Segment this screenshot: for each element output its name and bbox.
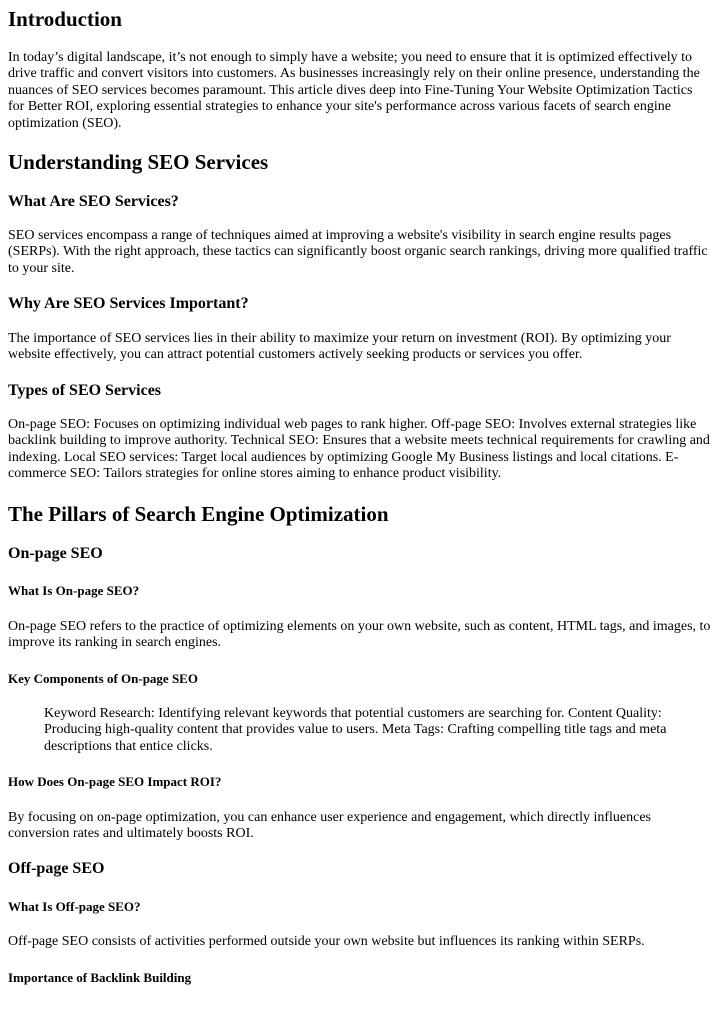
intro-heading: Introduction: [8, 7, 122, 31]
backlink-building-heading: Importance of Backlink Building: [8, 970, 192, 985]
what-is-onpage-heading: What Is On-page SEO?: [8, 583, 140, 598]
intro-paragraph: In today’s digital landscape, it’s not enough to simply have a website; you need to ensure that it is optimized effectively to drive traffic and convert visitors into customers. As businesses increasingly rely on their online presence, understanding the nuances of SEO services becomes paramount. This article dives deep into Fine-Tuning Your Website Optimization Tactics for Better ROI, exploring essential strategies to enhance your site's performance across various facets of search engine optimization (SEO).: [8, 50, 700, 131]
onpage-seo-heading: On-page SEO: [8, 545, 103, 562]
types-of-seo-paragraph: On-page SEO: Focuses on optimizing individual web pages to rank higher. Off-page SEO: Involves external strategies like backlink building to improve authority. Technical SEO: Ensures that a website meets technical requirements for crawling and indexing. Local SEO services: Target local audiences by optimizing Google My Business listings and local citations. E-commerce SEO: Tailors strategies for online stores aiming to enhance product visibility.: [8, 417, 710, 482]
key-components-heading: Key Components of On-page SEO: [8, 671, 198, 686]
types-of-seo-heading: Types of SEO Services: [8, 382, 162, 399]
what-are-seo-services-heading: What Are SEO Services?: [8, 193, 179, 210]
onpage-roi-paragraph: By focusing on on-page optimization, you can enhance user experience and engagement, which directly influences conversion rates and ultimately boosts ROI.: [8, 810, 651, 842]
what-is-offpage-paragraph: Off-page SEO consists of activities performed outside your own website but influences its ranking within SERPs.: [8, 934, 645, 949]
why-seo-important-paragraph: The importance of SEO services lies in their ability to maximize your return on investment (ROI). By optimizing your website effectively, you can attract potential customers actively seeking products or services you offer.: [8, 331, 671, 363]
pillars-heading: The Pillars of Search Engine Optimization: [8, 502, 389, 526]
key-components-blockquote: Keyword Research: Identifying relevant keywords that potential customers are searching for. Content Quality: Producing high-quality content that provides value to users. Meta Tags: Crafting compelling title tags and meta descriptions that entice clicks.: [44, 706, 667, 754]
what-are-seo-services-paragraph: SEO services encompass a range of techniques aimed at improving a website's visibility in search engine results pages (SERPs). With the right approach, these tactics can significantly boost organic search rankings, driving more qualified traffic to your site.: [8, 228, 708, 276]
understanding-seo-heading: Understanding SEO Services: [8, 150, 269, 174]
offpage-seo-heading: Off-page SEO: [8, 860, 105, 877]
what-is-offpage-heading: What Is Off-page SEO?: [8, 899, 141, 914]
what-is-onpage-paragraph: On-page SEO refers to the practice of optimizing elements on your own website, such as content, HTML tags, and images, to improve its ranking in search engines.: [8, 619, 711, 651]
why-seo-important-heading: Why Are SEO Services Important?: [8, 295, 249, 312]
onpage-roi-heading: How Does On-page SEO Impact ROI?: [8, 774, 222, 789]
